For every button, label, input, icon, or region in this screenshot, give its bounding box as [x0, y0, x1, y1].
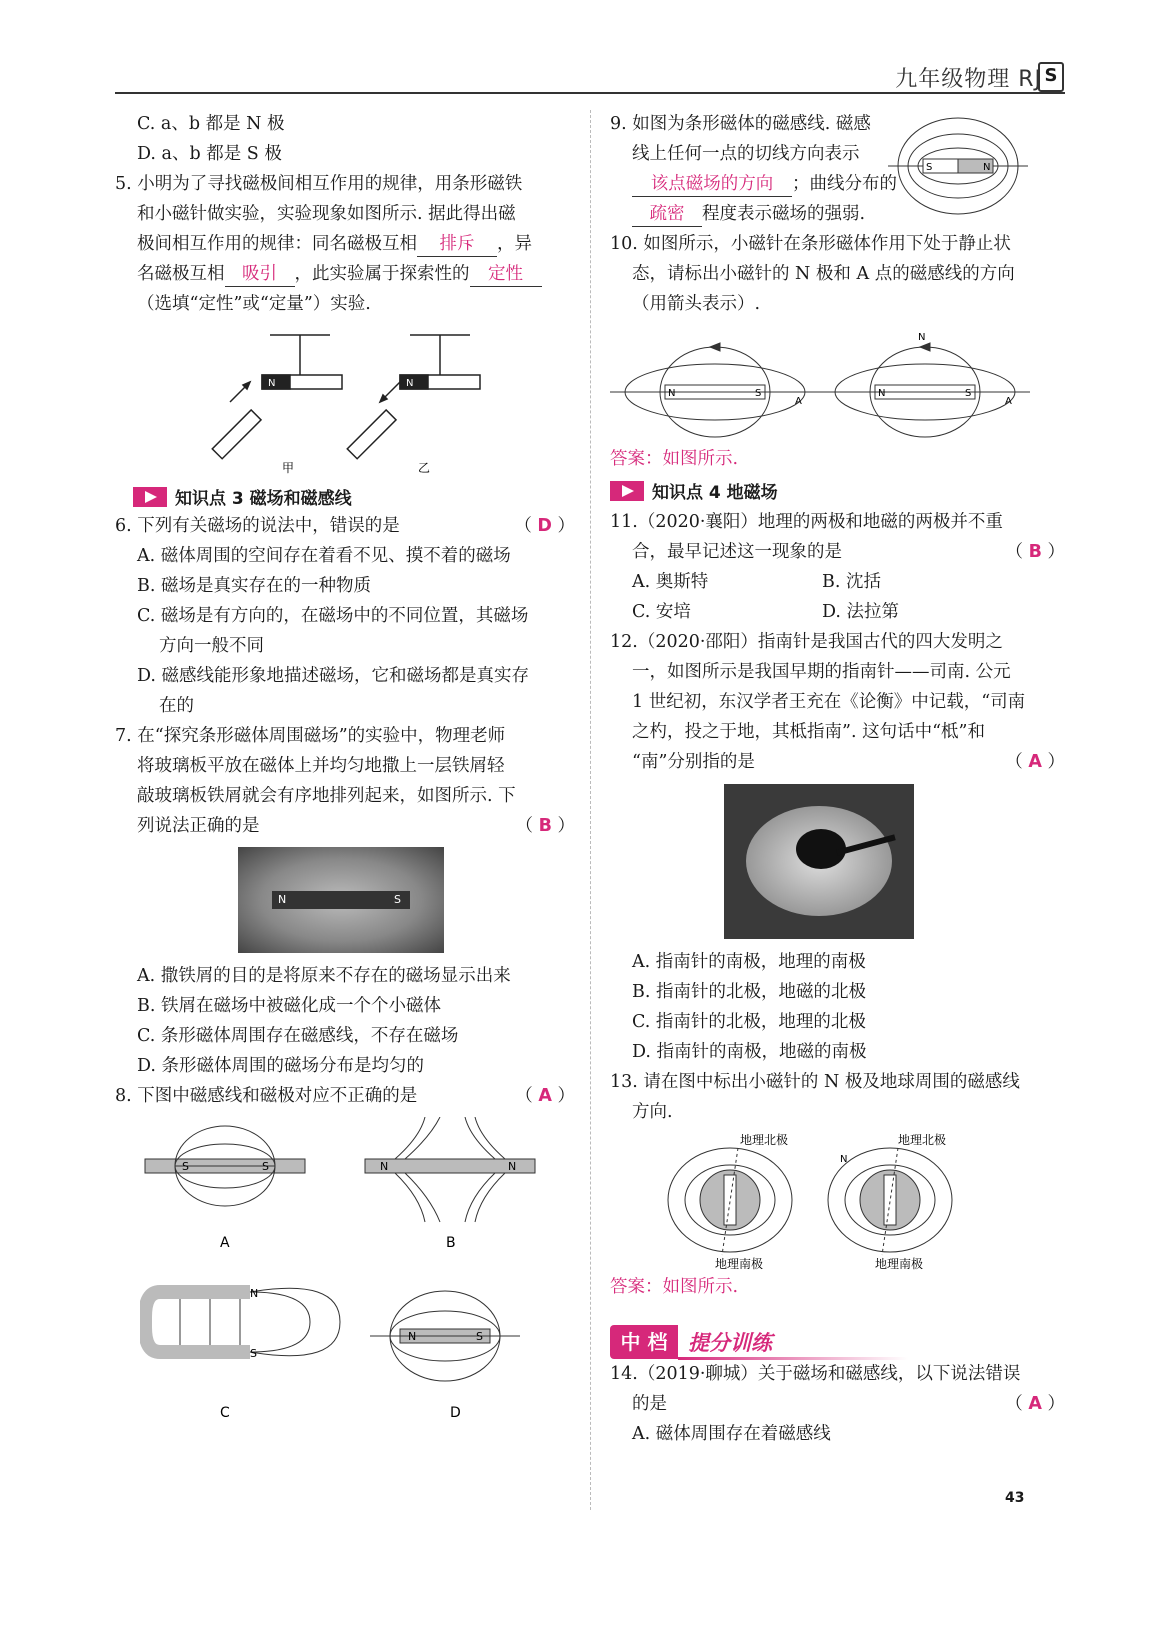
fig-c-label: C — [220, 1405, 230, 1421]
svg-text:N: N — [380, 1160, 389, 1173]
level-banner — [610, 1325, 910, 1359]
q5-answer-1: 排斥 — [417, 232, 497, 257]
section-4-heading — [610, 478, 778, 503]
q6-option-b: B. 磁场是真实存在的一种物质 — [137, 576, 371, 596]
q10-line1: 10. 如图所示，小磁针在条形磁体作用下处于静止状 — [610, 234, 1011, 254]
svg-text:A: A — [1005, 396, 1012, 407]
q6-option-c2: 方向一般不同 — [159, 636, 264, 656]
q9-line2: 线上任何一点的切线方向表示 — [632, 144, 860, 164]
q9-bar-magnet-figure — [888, 112, 1028, 220]
q14-option-a: A. 磁体周围存在着磁感线 — [632, 1424, 831, 1444]
q6-stem — [115, 514, 575, 538]
q7-line1: 7. 在“探究条形磁体周围磁场”的实验中，物理老师 — [115, 726, 506, 746]
q14-line2 — [610, 1392, 1065, 1416]
q4-option-d: D. a、b 都是 S 极 — [137, 144, 282, 164]
q12-line3: 1 世纪初，东汉学者王充在《论衡》中记载，“司南 — [632, 692, 1026, 712]
svg-text:S: S — [182, 1160, 189, 1173]
svg-text:N: N — [508, 1160, 517, 1173]
q7-answer-letter: B — [538, 816, 552, 836]
q4-option-c: C. a、b 都是 N 极 — [137, 114, 285, 134]
q9-text: ；曲线分布的 — [792, 174, 897, 194]
q9-answer-2: 疏密 — [632, 202, 702, 227]
q5-line1: 5. 小明为了寻找磁极间相互作用的规律，用条形磁铁 — [115, 174, 523, 194]
geo-south-label-1: 地理南极 — [715, 1257, 764, 1270]
q12-line5 — [610, 750, 1065, 774]
q5-label-yi: 乙 — [418, 461, 431, 475]
q13-line2: 方向. — [632, 1102, 673, 1122]
q11-line1: 11.（2020·襄阳）地理的两极和地磁的两极并不重 — [610, 512, 1003, 532]
q7-option-b: B. 铁屑在磁场中被磁化成一个个小磁体 — [137, 996, 441, 1016]
q12-answer: （ A ） — [1005, 752, 1065, 772]
q8-text: 8. 下图中磁感线和磁极对应不正确的是 — [115, 1086, 418, 1106]
q7-line4 — [115, 814, 575, 838]
q5-magnet-figure — [200, 327, 490, 477]
q7-answer: （ B ） — [515, 816, 575, 836]
svg-text:N: N — [668, 388, 676, 399]
q12-answer-letter: A — [1028, 752, 1042, 772]
q5-label-jia: 甲 — [282, 461, 295, 475]
q6-text: 6. 下列有关磁场的说法中，错误的是 — [115, 516, 400, 536]
q12-line4: 之杓，投之于地，其柢指南”. 这句话中“柢”和 — [632, 722, 985, 742]
section-3-label: 知识点 3 磁场和磁感线 — [175, 489, 352, 509]
fig-b-label: B — [446, 1235, 456, 1251]
geo-north-label-2: 地理北极 — [898, 1133, 947, 1147]
q10-line2: 态，请标出小磁针的 N 极和 A 点的磁感线的方向 — [632, 264, 1015, 284]
geo-south-label-2: 地理南极 — [875, 1257, 924, 1270]
q7-option-d: D. 条形磁体周围的磁场分布是均匀的 — [137, 1056, 425, 1076]
bar-magnet — [272, 891, 410, 909]
svg-text:N: N — [878, 388, 886, 399]
q12-line1: 12.（2020·邵阳）指南针是我国古代的四大发明之 — [610, 632, 1003, 652]
q11-answer: （ B ） — [1005, 542, 1065, 562]
q5-text: 极间相互作用的规律：同名磁极互相 — [137, 234, 417, 254]
svg-text:S: S — [965, 388, 972, 399]
column-divider — [590, 110, 591, 1510]
q7-iron-filings-photo: N S — [238, 847, 444, 953]
q5-text: 名磁极互相 — [137, 264, 225, 284]
q8-stem — [115, 1084, 575, 1108]
page-number: 43 — [1005, 1490, 1025, 1506]
geo-north-label-1: 地理北极 — [740, 1133, 789, 1147]
header-logo: S — [1038, 62, 1064, 92]
q11-answer-letter: B — [1028, 542, 1042, 562]
q11-option-d: D. 法拉第 — [822, 602, 900, 622]
q7-option-c: C. 条形磁体周围存在磁感线，不存在磁场 — [137, 1026, 459, 1046]
q8-field-line-figures — [140, 1117, 560, 1447]
q9-line1: 9. 如图为条形磁体的磁感线. 磁感 — [610, 114, 871, 134]
q6-option-d2: 在的 — [159, 696, 194, 716]
svg-text:N: N — [268, 378, 276, 389]
q5-text: ，异 — [497, 234, 532, 254]
section-3-heading — [133, 484, 352, 509]
svg-text:S: S — [250, 1347, 257, 1360]
q10-figure — [610, 332, 1030, 442]
q14-line1: 14.（2019·聊城）关于磁场和磁感线，以下说法错误 — [610, 1364, 1021, 1384]
q6-answer-letter: D — [537, 516, 552, 536]
q5-line5: （选填“定性”或“定量”）实验. — [137, 294, 371, 314]
svg-text:S: S — [755, 388, 762, 399]
q9-line3 — [610, 172, 897, 197]
q13-earth-figure — [660, 1130, 990, 1270]
q6-answer: （ D ） — [514, 516, 575, 536]
fig-a-label: A — [220, 1235, 230, 1251]
svg-text:N: N — [408, 1330, 417, 1343]
header-rule — [115, 92, 1065, 94]
svg-text:S: S — [926, 162, 933, 173]
q7-line2: 将玻璃板平放在磁体上并均匀地撒上一层铁屑轻 — [137, 756, 505, 776]
svg-text:N: N — [250, 1287, 259, 1300]
svg-text:A: A — [795, 396, 802, 407]
q12-line2: 一，如图所示是我国早期的指南针——司南. 公元 — [632, 662, 1011, 682]
q11-text: 合，最早记述这一现象的是 — [632, 542, 842, 562]
q10-answer: 答案：如图所示. — [610, 449, 739, 469]
q8-answer-letter: A — [538, 1086, 552, 1106]
q7-line3: 敲玻璃板铁屑就会有序地排列起来，如图所示. 下 — [137, 786, 516, 806]
svg-text:N: N — [840, 1154, 848, 1165]
play-icon — [610, 481, 644, 501]
q12-sinan-photo — [724, 784, 914, 939]
q14-answer-letter: A — [1028, 1394, 1042, 1414]
level-underline — [678, 1357, 908, 1360]
q12-option-d: D. 指南针的南极，地磁的南极 — [632, 1042, 867, 1062]
q6-option-d: D. 磁感线能形象地描述磁场，它和磁场都是真实存 — [137, 666, 530, 686]
section-4-label: 知识点 4 地磁场 — [652, 483, 778, 503]
q5-line3 — [115, 232, 532, 257]
q11-option-c: C. 安培 — [632, 602, 691, 622]
q5-answer-3: 定性 — [470, 262, 542, 287]
q9-line4 — [610, 202, 865, 227]
q13-line1: 13. 请在图中标出小磁针的 N 极及地球周围的磁感线 — [610, 1072, 1020, 1092]
q7-text: 列说法正确的是 — [137, 816, 260, 836]
q7-option-a: A. 撒铁屑的目的是将原来不存在的磁场显示出来 — [137, 966, 511, 986]
q9-answer-1: 该点磁场的方向 — [632, 172, 792, 197]
q8-answer: （ A ） — [515, 1086, 575, 1106]
level-box: 中 档 — [610, 1325, 678, 1359]
q11-line2 — [610, 540, 1065, 564]
svg-text:N: N — [983, 162, 991, 173]
q13-answer: 答案：如图所示. — [610, 1277, 739, 1297]
q14-text: 的是 — [632, 1394, 667, 1414]
q12-option-a: A. 指南针的南极，地理的南极 — [632, 952, 866, 972]
q6-option-c: C. 磁场是有方向的，在磁场中的不同位置，其磁场 — [137, 606, 529, 626]
fig-d-label: D — [450, 1405, 461, 1421]
q12-option-c: C. 指南针的北极，地理的北极 — [632, 1012, 866, 1032]
q6-option-a: A. 磁体周围的空间存在着看不见、摸不着的磁场 — [137, 546, 511, 566]
play-icon — [133, 487, 167, 507]
svg-text:S: S — [476, 1330, 483, 1343]
level-label: 提分训练 — [688, 1331, 772, 1355]
svg-text:N: N — [406, 378, 414, 389]
q12-text: “南”分别指的是 — [632, 752, 755, 772]
q11-option-a: A. 奥斯特 — [632, 572, 709, 592]
svg-text:S: S — [262, 1160, 269, 1173]
svg-text:N: N — [918, 332, 926, 343]
q5-answer-2: 吸引 — [225, 262, 295, 287]
q12-option-b: B. 指南针的北极，地磁的北极 — [632, 982, 866, 1002]
q10-line3: （用箭头表示）. — [632, 294, 761, 314]
header-title: 九年级物理 RJ — [895, 67, 1042, 92]
q5-line2: 和小磁针做实验，实验现象如图所示. 据此得出磁 — [137, 204, 516, 224]
q9-text: 程度表示磁场的强弱. — [702, 204, 866, 224]
q14-answer: （ A ） — [1005, 1394, 1065, 1414]
q5-text: ，此实验属于探索性的 — [294, 264, 470, 284]
q5-line4 — [115, 262, 542, 287]
q11-option-b: B. 沈括 — [822, 572, 881, 592]
